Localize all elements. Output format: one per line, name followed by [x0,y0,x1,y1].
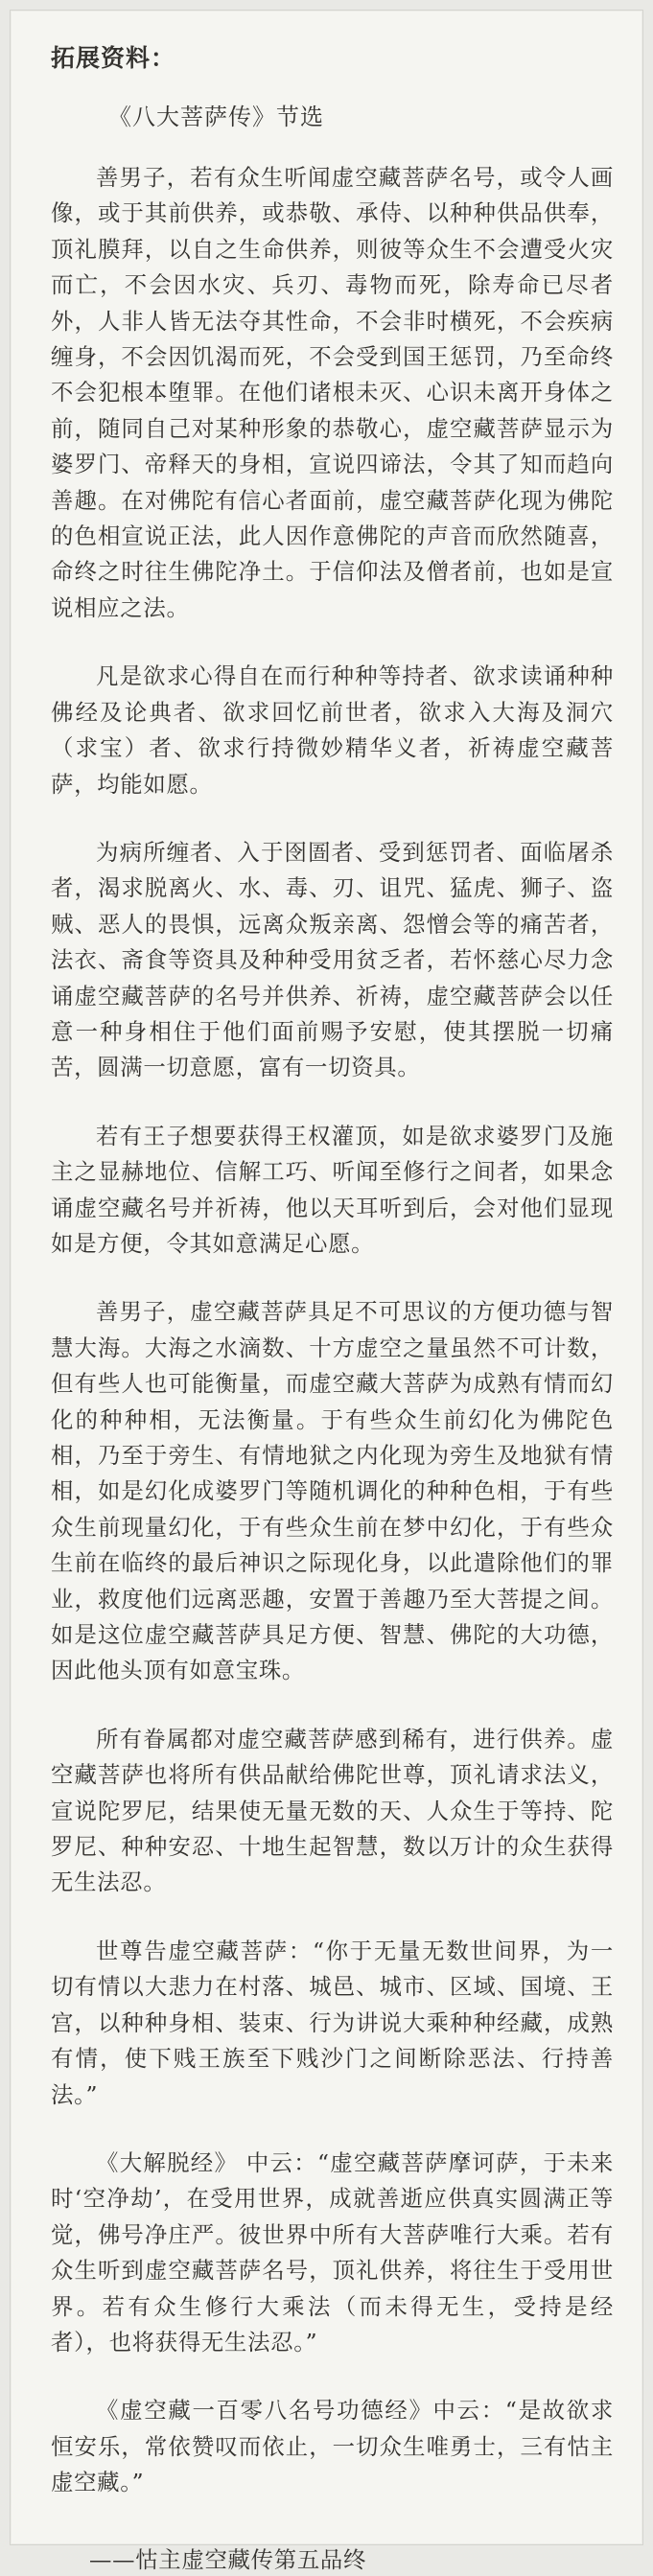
heading: 拓展资料： [51,44,176,72]
closing-line: ——怙主虚空藏传第五品终 [89,2545,367,2573]
paragraph: 为病所缠者、入于囹圄者、受到惩罚者、面临屠杀者，渴求脱离火、水、毒、刃、诅咒、猛虎、狮子、盗贼、恶人的畏惧，远离众叛亲离、怨憎会等的痛苦者，法衣、斋食等资具及种种受用贫乏者，若怀慈心尽力念诵虚空藏菩萨的名号并供养、祈祷，虚空藏菩萨会以任意一种身相住于他们面前赐予安慰，使其摆脱一切痛苦，圆满一切意愿，富有一切资具。 [51,838,614,1081]
paragraph: 善男子，若有众生听闻虚空藏菩萨名号，或令人画像，或于其前供养，或恭敬、承侍、以种种供品供奉，顶礼膜拜，以自之生命供养，则彼等众生不会遭受火灾而亡，不会因水灾、兵刃、毒物而死，除寿命已尽者外，人非人皆无法夺其性命，不会非时横死，不会疾病缠身，不会因饥渴而死，不会受到国王惩罚，乃至命终不会犯根本堕罪。在他们诸根未灭、心识未离开身体之前，随同自己对某种形象的恭敬心，虚空藏菩萨显示为婆罗门、帝释天的身相，宣说四谛法，令其了知而趋向善趣。在对佛陀有信心者面前，虚空藏菩萨化现为佛陀的色相宣说正法，此人因作意佛陀的声音而欣然随喜，命终之时往生佛陀净土。于信仰法及僧者前，也如是宣说相应之法。 [51,164,614,621]
paragraph: 善男子，虚空藏菩萨具足不可思议的方便功德与智慧大海。大海之水滴数、十方虚空之量虽然不可计数，但有些人也可能衡量，而虚空藏大菩萨为成熟有情而幻化的种种相，无法衡量。于有些众生前幻化为佛陀色相，乃至于旁生、有情地狱之内化现为旁生及地狱有情相，如是幻化成婆罗门等随机调化的种种色相，于有些众生前现量幻化，于有些众生前在梦中幻化，于有些众生前在临终的最后神识之际现化身，以此遣除他们的罪业，救度他们远离恶趣，安置于善趣乃至大菩提之间。如是这位虚空藏菩萨具足方便、智慧、佛陀的大功德，因此他头顶有如意宝珠。 [51,1298,614,1684]
paragraph: 《大解脱经》 中云：“虚空藏菩萨摩诃萨，于未来时‘空净劫’，在受用世界，成就善逝应供真实圆满正等觉，佛号净庄严。彼世界中所有大菩萨唯行大乘。若有众生听到虚空藏菩萨名号，顶礼供养，将往生于受用世界。若有众生修行大乘法（而未得无生，受持是经者），也将获得无生法忍。” [51,2148,614,2356]
paragraph: 所有眷属都对虚空藏菩萨感到稀有，进行供养。虚空藏菩萨也将所有供品献给佛陀世尊，顶礼请求法义，宣说陀罗尼，结果使无量无数的天、人众生于等持、陀罗尼、种种安忍、十地生起智慧，数以万计的众生获得无生法忍。 [51,1725,614,1896]
subtitle: 《八大菩萨传》节选 [108,104,324,130]
paragraph: 世尊告虚空藏菩萨：“你于无量无数世间界，为一切有情以大悲力在村落、城邑、城市、区域、国境、王宫，以种种身相、装束、行为讲说大乘种种经藏，成熟有情，使下贱王族至下贱沙门之间断除恶法、行持善法。” [51,1937,614,2108]
document-page [10,10,643,2573]
paragraph: 《虚空藏一百零八名号功德经》中云：“是故欲求恒安乐，常依赞叹而依止，一切众生唯勇士，三有怙主虚空藏。” [51,2397,614,2496]
paragraph: 若有王子想要获得王权灌顶，如是欲求婆罗门及施主之显赫地位、信解工巧、听闻至修行之间者，如果念诵虚空藏名号并祈祷，他以天耳听到后，会对他们显现如是方便，令其如意满足心愿。 [51,1122,614,1257]
paragraph: 凡是欲求心得自在而行种种等持者、欲求读诵种种佛经及论典者、欲求回忆前世者，欲求入大海及洞穴（求宝）者、欲求行持微妙精华义者，祈祷虚空藏菩萨，均能如愿。 [51,662,614,798]
